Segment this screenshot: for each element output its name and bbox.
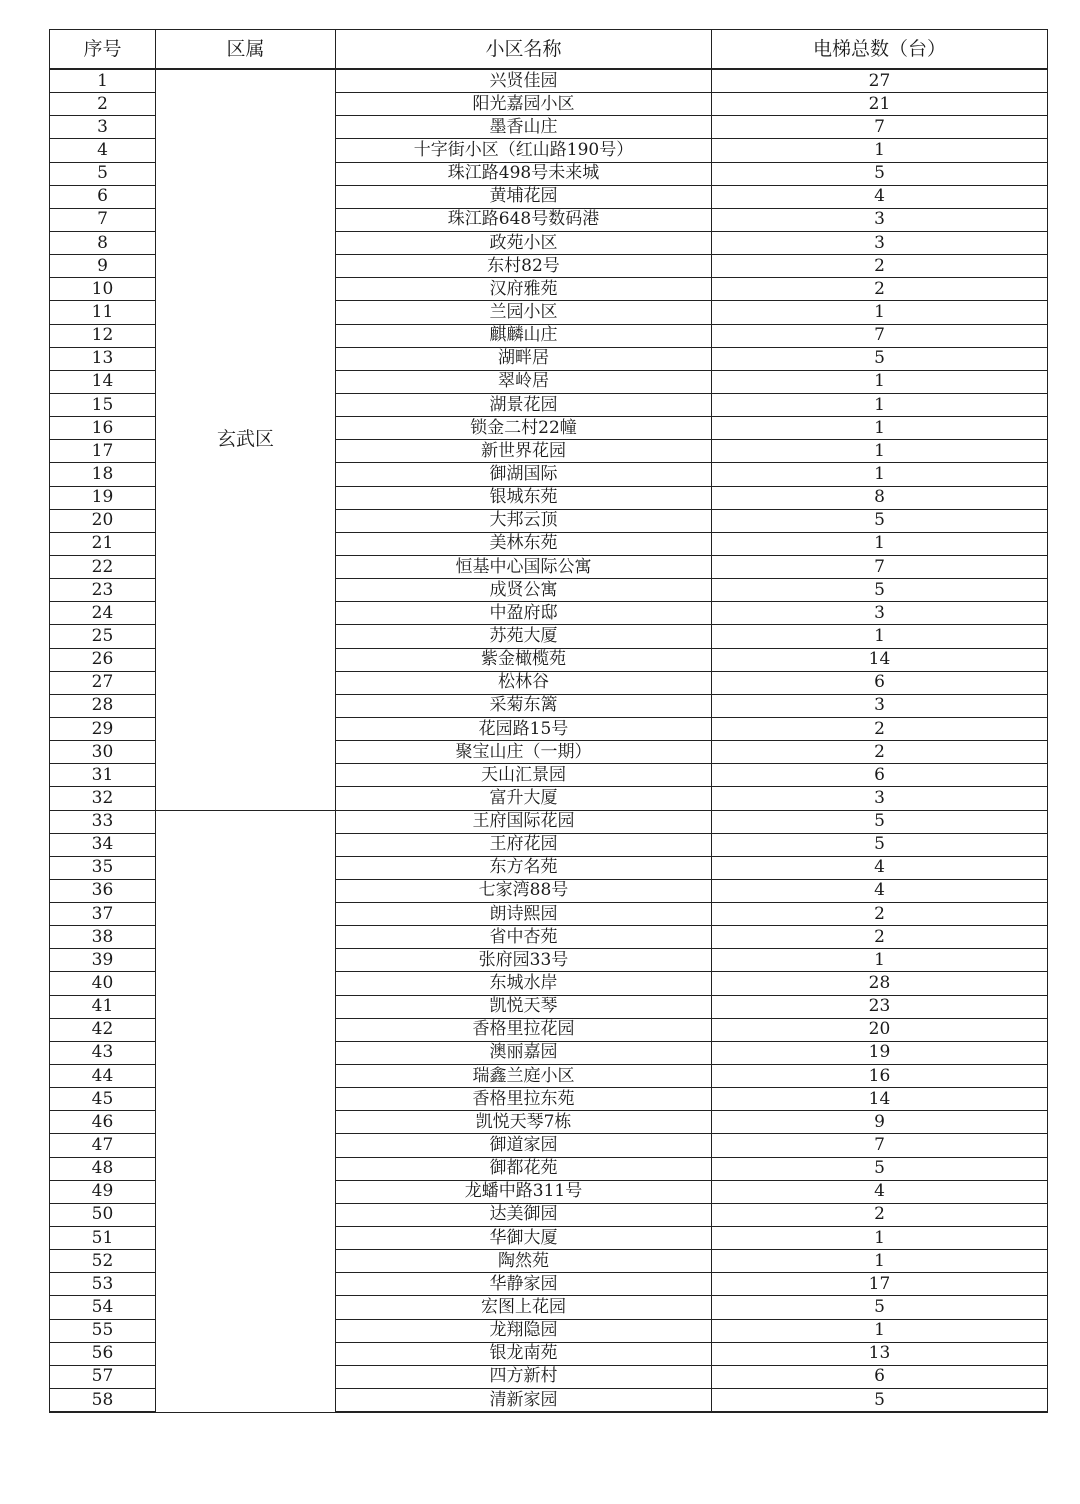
row-no: 29	[50, 717, 156, 740]
row-elevator-count: 4	[712, 1180, 1048, 1203]
row-elevator-count: 3	[712, 602, 1048, 625]
row-no: 48	[50, 1157, 156, 1180]
row-community-name: 省中杏苑	[336, 926, 712, 949]
row-elevator-count: 5	[712, 1157, 1048, 1180]
table-row	[50, 810, 1048, 833]
row-community-name: 华静家园	[336, 1273, 712, 1296]
district-cell	[156, 810, 336, 1412]
row-elevator-count: 5	[712, 347, 1048, 370]
row-elevator-count: 14	[712, 1088, 1048, 1111]
row-community-name: 陶然苑	[336, 1250, 712, 1273]
row-elevator-count: 23	[712, 995, 1048, 1018]
header-row	[50, 30, 1048, 70]
row-elevator-count: 1	[712, 532, 1048, 555]
row-elevator-count: 17	[712, 1273, 1048, 1296]
row-community-name: 四方新村	[336, 1365, 712, 1388]
row-elevator-count: 5	[712, 833, 1048, 856]
row-community-name: 达美御园	[336, 1203, 712, 1226]
row-elevator-count: 1	[712, 139, 1048, 162]
row-elevator-count: 2	[712, 278, 1048, 301]
row-no: 5	[50, 162, 156, 185]
row-elevator-count: 3	[712, 208, 1048, 231]
row-community-name: 兴贤佳园	[336, 69, 712, 93]
row-no: 12	[50, 324, 156, 347]
row-elevator-count: 1	[712, 1250, 1048, 1273]
row-no: 46	[50, 1111, 156, 1134]
row-community-name: 张府园33号	[336, 949, 712, 972]
row-no: 38	[50, 926, 156, 949]
row-community-name: 新世界花园	[336, 440, 712, 463]
row-no: 37	[50, 903, 156, 926]
row-elevator-count: 5	[712, 162, 1048, 185]
row-no: 10	[50, 278, 156, 301]
row-elevator-count: 28	[712, 972, 1048, 995]
row-no: 19	[50, 486, 156, 509]
row-no: 56	[50, 1342, 156, 1365]
row-community-name: 龙翔隐园	[336, 1319, 712, 1342]
row-no: 34	[50, 833, 156, 856]
row-no: 31	[50, 764, 156, 787]
row-community-name: 麒麟山庄	[336, 324, 712, 347]
row-community-name: 政苑小区	[336, 231, 712, 254]
row-elevator-count: 1	[712, 301, 1048, 324]
row-no: 40	[50, 972, 156, 995]
row-no: 53	[50, 1273, 156, 1296]
row-elevator-count: 7	[712, 324, 1048, 347]
row-community-name: 成贤公寓	[336, 579, 712, 602]
row-elevator-count: 2	[712, 1203, 1048, 1226]
row-elevator-count: 19	[712, 1041, 1048, 1064]
row-no: 57	[50, 1365, 156, 1388]
row-elevator-count: 27	[712, 69, 1048, 93]
row-elevator-count: 1	[712, 393, 1048, 416]
row-community-name: 王府花园	[336, 833, 712, 856]
row-community-name: 十字街小区（红山路190号）	[336, 139, 712, 162]
row-community-name: 珠江路498号未来城	[336, 162, 712, 185]
row-no: 42	[50, 1018, 156, 1041]
row-no: 14	[50, 370, 156, 393]
row-community-name: 大邦云顶	[336, 509, 712, 532]
row-community-name: 湖畔居	[336, 347, 712, 370]
row-community-name: 七家湾88号	[336, 879, 712, 902]
row-elevator-count: 4	[712, 879, 1048, 902]
row-elevator-count: 1	[712, 625, 1048, 648]
row-community-name: 翠岭居	[336, 370, 712, 393]
row-no: 11	[50, 301, 156, 324]
row-elevator-count: 6	[712, 764, 1048, 787]
row-no: 55	[50, 1319, 156, 1342]
row-no: 27	[50, 671, 156, 694]
row-elevator-count: 2	[712, 741, 1048, 764]
row-elevator-count: 7	[712, 555, 1048, 578]
row-no: 16	[50, 417, 156, 440]
row-no: 47	[50, 1134, 156, 1157]
row-community-name: 凯悦天琴7栋	[336, 1111, 712, 1134]
row-community-name: 恒基中心国际公寓	[336, 555, 712, 578]
row-no: 54	[50, 1296, 156, 1319]
row-elevator-count: 13	[712, 1342, 1048, 1365]
row-elevator-count: 2	[712, 926, 1048, 949]
row-elevator-count: 8	[712, 486, 1048, 509]
elevator-table	[49, 29, 1048, 1413]
row-community-name: 墨香山庄	[336, 116, 712, 139]
row-community-name: 花园路15号	[336, 717, 712, 740]
row-no: 51	[50, 1227, 156, 1250]
row-elevator-count: 5	[712, 509, 1048, 532]
row-no: 18	[50, 463, 156, 486]
row-no: 39	[50, 949, 156, 972]
row-elevator-count: 14	[712, 648, 1048, 671]
row-elevator-count: 1	[712, 417, 1048, 440]
row-community-name: 澳丽嘉园	[336, 1041, 712, 1064]
row-elevator-count: 4	[712, 856, 1048, 879]
header-district: 区属	[156, 30, 336, 70]
row-elevator-count: 20	[712, 1018, 1048, 1041]
row-no: 43	[50, 1041, 156, 1064]
row-community-name: 苏苑大厦	[336, 625, 712, 648]
row-community-name: 银龙南苑	[336, 1342, 712, 1365]
row-community-name: 东城水岸	[336, 972, 712, 995]
row-community-name: 华御大厦	[336, 1227, 712, 1250]
row-no: 32	[50, 787, 156, 810]
row-elevator-count: 3	[712, 787, 1048, 810]
row-no: 30	[50, 741, 156, 764]
row-community-name: 采菊东篱	[336, 694, 712, 717]
row-elevator-count: 7	[712, 116, 1048, 139]
row-elevator-count: 5	[712, 810, 1048, 833]
row-no: 15	[50, 393, 156, 416]
row-no: 13	[50, 347, 156, 370]
row-community-name: 东方名苑	[336, 856, 712, 879]
row-elevator-count: 5	[712, 1389, 1048, 1413]
row-no: 52	[50, 1250, 156, 1273]
row-no: 17	[50, 440, 156, 463]
row-no: 28	[50, 694, 156, 717]
row-no: 8	[50, 231, 156, 254]
table-header	[50, 30, 1048, 70]
row-elevator-count: 1	[712, 949, 1048, 972]
row-no: 58	[50, 1389, 156, 1413]
row-no: 23	[50, 579, 156, 602]
row-community-name: 御都花苑	[336, 1157, 712, 1180]
row-community-name: 锁金二村22幢	[336, 417, 712, 440]
row-elevator-count: 5	[712, 579, 1048, 602]
row-elevator-count: 16	[712, 1065, 1048, 1088]
row-elevator-count: 3	[712, 231, 1048, 254]
row-community-name: 富升大厦	[336, 787, 712, 810]
row-community-name: 瑞鑫兰庭小区	[336, 1065, 712, 1088]
row-elevator-count: 4	[712, 185, 1048, 208]
row-community-name: 王府国际花园	[336, 810, 712, 833]
table-row	[50, 69, 1048, 93]
header-no: 序号	[50, 30, 156, 70]
row-elevator-count: 2	[712, 255, 1048, 278]
row-community-name: 御道家园	[336, 1134, 712, 1157]
row-community-name: 香格里拉东苑	[336, 1088, 712, 1111]
row-no: 26	[50, 648, 156, 671]
row-community-name: 美林东苑	[336, 532, 712, 555]
row-elevator-count: 5	[712, 1296, 1048, 1319]
row-no: 49	[50, 1180, 156, 1203]
district-cell: 玄武区	[156, 69, 336, 810]
row-no: 7	[50, 208, 156, 231]
row-community-name: 天山汇景园	[336, 764, 712, 787]
row-elevator-count: 1	[712, 463, 1048, 486]
row-no: 50	[50, 1203, 156, 1226]
row-elevator-count: 3	[712, 694, 1048, 717]
row-community-name: 朗诗熙园	[336, 903, 712, 926]
row-no: 20	[50, 509, 156, 532]
row-no: 6	[50, 185, 156, 208]
row-no: 41	[50, 995, 156, 1018]
row-community-name: 御湖国际	[336, 463, 712, 486]
row-community-name: 汉府雅苑	[336, 278, 712, 301]
header-community-name: 小区名称	[336, 30, 712, 70]
row-community-name: 紫金橄榄苑	[336, 648, 712, 671]
row-elevator-count: 1	[712, 370, 1048, 393]
row-no: 36	[50, 879, 156, 902]
row-community-name: 湖景花园	[336, 393, 712, 416]
row-elevator-count: 1	[712, 1319, 1048, 1342]
header-elevator-count: 电梯总数（台）	[712, 30, 1048, 70]
row-community-name: 兰园小区	[336, 301, 712, 324]
row-community-name: 黄埔花园	[336, 185, 712, 208]
row-no: 33	[50, 810, 156, 833]
row-elevator-count: 6	[712, 671, 1048, 694]
row-no: 22	[50, 555, 156, 578]
row-elevator-count: 6	[712, 1365, 1048, 1388]
row-elevator-count: 1	[712, 440, 1048, 463]
row-elevator-count: 1	[712, 1227, 1048, 1250]
row-community-name: 银城东苑	[336, 486, 712, 509]
row-community-name: 珠江路648号数码港	[336, 208, 712, 231]
row-no: 1	[50, 69, 156, 93]
row-community-name: 宏图上花园	[336, 1296, 712, 1319]
row-community-name: 中盈府邸	[336, 602, 712, 625]
row-community-name: 松林谷	[336, 671, 712, 694]
row-elevator-count: 9	[712, 1111, 1048, 1134]
row-no: 21	[50, 532, 156, 555]
row-community-name: 阳光嘉园小区	[336, 93, 712, 116]
row-no: 45	[50, 1088, 156, 1111]
row-community-name: 龙蟠中路311号	[336, 1180, 712, 1203]
row-no: 24	[50, 602, 156, 625]
row-elevator-count: 2	[712, 717, 1048, 740]
row-elevator-count: 21	[712, 93, 1048, 116]
row-no: 25	[50, 625, 156, 648]
row-elevator-count: 7	[712, 1134, 1048, 1157]
row-community-name: 聚宝山庄（一期）	[336, 741, 712, 764]
row-no: 35	[50, 856, 156, 879]
row-community-name: 清新家园	[336, 1389, 712, 1413]
row-no: 2	[50, 93, 156, 116]
row-no: 4	[50, 139, 156, 162]
row-community-name: 凯悦天琴	[336, 995, 712, 1018]
row-community-name: 香格里拉花园	[336, 1018, 712, 1041]
row-no: 9	[50, 255, 156, 278]
row-no: 44	[50, 1065, 156, 1088]
row-no: 3	[50, 116, 156, 139]
row-community-name: 东村82号	[336, 255, 712, 278]
row-elevator-count: 2	[712, 903, 1048, 926]
table-body	[50, 69, 1048, 1412]
